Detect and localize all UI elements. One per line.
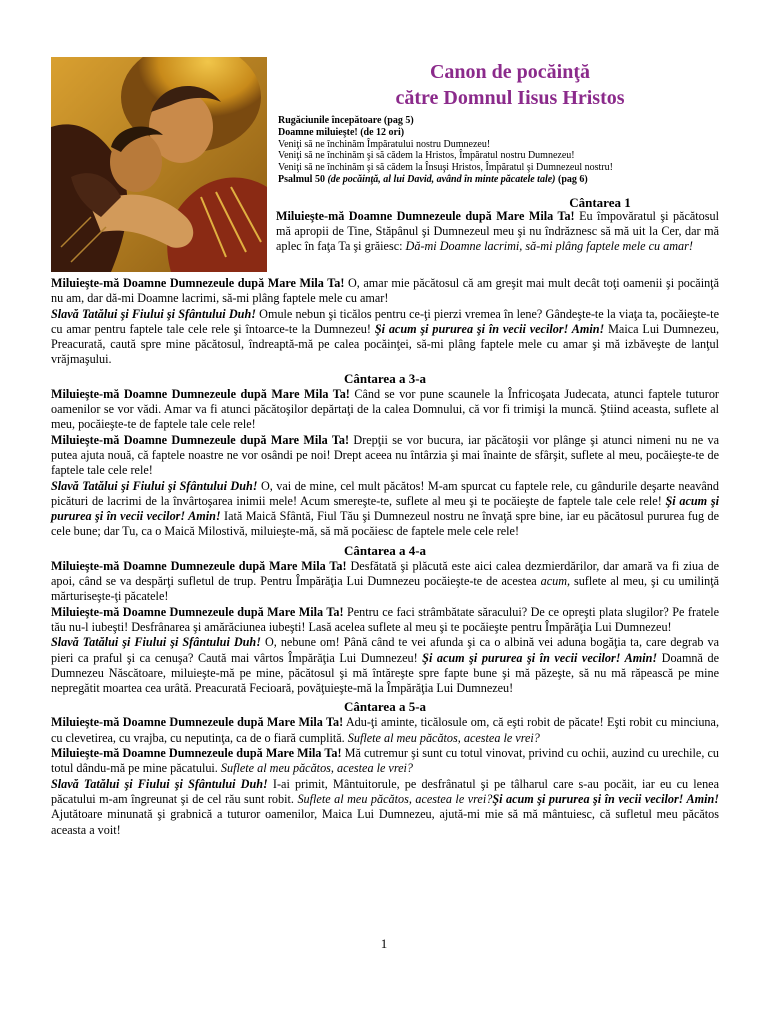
section-heading: Cântarea 1 <box>569 195 631 210</box>
paragraph-italic: Suflete al meu păcătos, acestea le vrei? <box>347 730 540 745</box>
paragraph <box>51 559 719 605</box>
paragraph-text: Maica Lui Dumnezeu, Preacurată, caută spre mine păcătosul, îndreaptă-mă pe calea pocăinţei, să-mi plâng faptele mele cu amar şi mă izbăveşte de lanţul vrăjmaşului. <box>51 321 719 367</box>
si-acum-text: Şi acum şi pururea şi în vecii vecilor! Amin! <box>51 493 719 524</box>
section-heading: Cântarea a 4-a <box>343 542 427 558</box>
section-heading: Cântarea a 5-a <box>343 699 427 715</box>
paragraph-text: Ajutătoare minunată şi grabnică a tuturor oamenilor, Maica Lui Dumnezeu, ajută-mi mie să mă mântuiesc, că sufletul meu păcătos aceasta a voit! <box>51 807 719 837</box>
paragraph-text: Pentru ce faci strâmbătate săracului? De ce opreşti plata slugilor? Pe fratele tău nu-l iubeşti! Desfrânarea şi amărăciunea iubeşti! Lasă acelea suflete al meu şi te pocăieşte pentru Împărăţia Lui Dumnezeu! <box>51 604 719 634</box>
paragraph-text: Când se vor pune scaunele la Înfricoşata Judecata, atunci faptele tuturor oamenilor se vor vădi. Amar va fi atunci păcătoşilor depărtaţi de la calea Domnului, că vor fi trimişi la muncă. Ştiind aceasta, suflete al meu, pocăieşte-te de faptele tale cele rele! <box>51 386 719 432</box>
paragraph <box>51 433 719 479</box>
paragraph-text: Omule nebun şi ticălos pentru ce-ţi pierzi vremea în lene? Gândeşte-te la viaţa ta, pocăieşte-te cu amar pentru faptele tale cele rele şi întoarce-te la Dumnezeu! <box>51 306 719 336</box>
paragraph <box>51 479 719 540</box>
page-title-line1: Canon de pocăinţă <box>429 61 591 83</box>
psalm-note: (de pocăinţă, al lui David, având în minte păcatele tale) <box>324 173 556 185</box>
paragraph-text: Eu împovăratul şi păcătosul mă apropii de Tine, Stăpânul şi Dumnezeul meu şi nu îndrăznesc să mă uit la Cer, dar mă aplec în faţa Ta şi grăiesc: <box>276 209 719 253</box>
paragraph-text: O, amar mie păcătosul că am greşit mai mult decât toţi oamenii şi pocăinţă nu am, dar dă-mi Doamne lacrimi, să-mi plâng faptele mele cu amar! <box>51 276 719 306</box>
psalm-page: (pag 6) <box>555 173 588 185</box>
christ-embrace-icon <box>51 57 267 272</box>
intro-line: Veniţi să ne închinăm Împăratului nostru Dumnezeu! <box>278 138 491 150</box>
si-acum-text: Şi acum şi pururea şi în vecii vecilor! Amin! <box>492 791 719 806</box>
cantarea-1-first-paragraph <box>276 209 719 254</box>
paragraph <box>51 746 719 777</box>
paragraph <box>51 605 719 636</box>
slava-text: Slavă Tatălui şi Fiului şi Sfântului Duh! <box>51 776 268 791</box>
refrain-text: Miluieşte-mă Doamne Dumnezeule după Mare Mila Ta! <box>51 604 344 619</box>
paragraph-text: Drepţii se vor bucura, iar păcătoşii vor plânge şi atunci nimeni nu ne va putea ajuta nouă, că faptele noastre ne vor osândi pe noi! Drept aceea nu întârzia şi mai înainte de sfârşit, suflete al meu, pocăieşte-te de faptele tale cele rele! <box>51 432 719 478</box>
slava-text: Slavă Tatălui şi Fiului şi Sfântului Duh! <box>51 635 261 650</box>
paragraph <box>51 715 719 746</box>
intro-line: Doamne miluieşte! (de 12 ori) <box>278 126 405 138</box>
slava-text: Slavă Tatălui şi Fiului şi Sfântului Duh! <box>51 478 258 493</box>
paragraph <box>51 777 719 838</box>
religious-icon-image <box>51 57 267 272</box>
paragraph-italic: Suflete al meu păcătos, acestea le vrei? <box>220 761 414 776</box>
paragraph-text: Iată Maică Sfântă, Fiul Tău şi Dumnezeul nostru ne învaţă spre bine, iar eu păcătosul pururea fug de cele bune; dar Tu, ca o Maică Milostivă, miluieşte-mă, să mă pocăiesc de faptele mele cele rele! <box>51 509 719 539</box>
main-text <box>51 276 719 838</box>
paragraph-text: Desfătată şi plăcută este aici calea dezmierdărilor, dar amară va fi ziua de apoi, când se va despărţi sufletul de trup. Pentru Împărăţia Lui Dumnezeu pocăieşte-te de acestea <box>51 558 719 589</box>
paragraph-text: Adu-ţi aminte, ticălosule om, că eşti robit de păcate! Eşti robit cu minciuna, cu clevetirea, cu vrajba, cu neputinţa, ca de o fiară cumplită. <box>51 715 719 745</box>
intro-line: Veniţi să ne închinăm şi să cădem la Însuşi Hristos, Împăratul şi Dumnezeul nostru! <box>278 162 613 174</box>
refrain-text: Miluieşte-mă Doamne Dumnezeule după Mare Mila Ta! <box>51 746 342 761</box>
paragraph-italic: acum, <box>540 574 571 589</box>
refrain-text: Miluieşte-mă Doamne Dumnezeule după Mare Mila Ta! <box>51 715 344 730</box>
refrain-text: Miluieşte-mă Doamne Dumnezeule după Mare Mila Ta! <box>51 558 347 573</box>
paragraph-text: Doamnă de Dumnezeu Născătoare, miluieşte-mă pe mine, păcătosul şi mă întăreşte spre fapte bune şi mă păzeşte, să nu mă răpească pe mine nepregătit moartea cea urâtă. Preacurată Fecioară, povăţuieşte-mă la Împărăţia Lui Dumnezeu! <box>51 650 719 696</box>
refrain-text: Miluieşte-mă Doamne Dumnezeule după Mare Mila Ta! <box>51 386 350 401</box>
intro-line <box>278 174 748 186</box>
refrain-text: Miluieşte-mă Doamne Dumnezeule după Mare Mila Ta! <box>276 209 575 223</box>
page-number: 1 <box>380 936 388 951</box>
paragraph-text: O, vai de mine, cel mult păcătos! M-am spurcat cu faptele rele, cu gândurile deşarte neavând picături de lacrimi de la învârtoşarea inimii mele! Acum smereşte-te, suflete al meu şi te pocăieşte de faptele tale cele rele! <box>51 478 719 508</box>
paragraph <box>51 276 719 307</box>
refrain-text: Miluieşte-mă Doamne Dumnezeule după Mare Mila Ta! <box>51 276 345 290</box>
intro-block <box>278 115 748 186</box>
page-title-line2: către Domnul Iisus Hristos <box>395 87 625 109</box>
paragraph <box>51 635 719 696</box>
slava-text: Slavă Tatălui şi Fiului şi Sfântului Duh! <box>51 306 256 321</box>
refrain-text: Miluieşte-mă Doamne Dumnezeule după Mare Mila Ta! <box>51 432 350 447</box>
section-heading: Cântarea a 3-a <box>343 370 427 386</box>
paragraph <box>51 307 719 368</box>
paragraph-italic: Suflete al meu păcătos, acestea le vrei? <box>297 791 493 806</box>
si-acum-text: Şi acum şi pururea şi în vecii vecilor! Amin! <box>422 650 658 665</box>
psalm-label: Psalmul 50 <box>278 173 325 185</box>
paragraph-text: O, nebune om! Până când te vei afunda şi ca o albină vei aduna bogăţia ta, care degrab va pieri ca praful şi ca cenuşa? Caută mai vârtos Împărăţia Lui Dumnezeu! <box>51 635 719 665</box>
intro-line: Rugăciunile începătoare (pag 5) <box>278 115 414 126</box>
paragraph-text: I-ai primit, Mântuitorule, pe desfrânatul şi pe tâlharul care s-au pocăit, iar eu cu lenea păcatului m-am îngreunat şi de cel rău sunt robit. <box>51 776 719 806</box>
paragraph <box>51 387 719 433</box>
paragraph-text: suflete al meu, şi cu umilinţă mărturiseşte-ţi păcatele! <box>51 574 719 604</box>
intro-line: Veniţi să ne închinăm şi să cădem la Hristos, Împăratul nostru Dumnezeu! <box>278 150 575 162</box>
paragraph-italic: Dă-mi Doamne lacrimi, să-mi plâng faptele mele cu amar! <box>405 239 693 253</box>
si-acum-text: Şi acum şi pururea şi în vecii vecilor! Amin! <box>374 321 605 336</box>
paragraph-text: Mă cutremur şi sunt cu totul vinovat, privind cu ochii, auzind cu urechile, cu totul dându-mă pe mine păcatului. <box>51 746 719 776</box>
